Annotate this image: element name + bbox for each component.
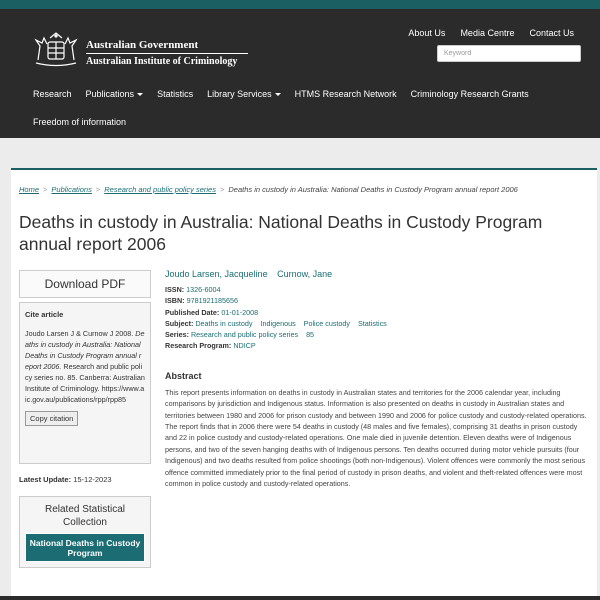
series-row: [165, 329, 589, 340]
issn-label: ISSN:: [165, 285, 185, 294]
related-collection-box: [19, 496, 151, 568]
nav-publications[interactable]: [79, 88, 151, 100]
download-pdf-button[interactable]: Download PDF: [19, 270, 151, 298]
series-number-link[interactable]: 85: [306, 330, 315, 340]
breadcrumb-series[interactable]: Research and public policy series: [104, 185, 216, 194]
latest-update-value: 15-12-2023: [73, 475, 112, 484]
publication-details: [165, 269, 589, 489]
copy-citation-button[interactable]: Copy citation: [25, 411, 78, 426]
nav-label: Publications: [85, 89, 135, 99]
published-date-value[interactable]: 01-01-2008: [221, 307, 259, 317]
sidebar: [19, 270, 151, 568]
abstract-heading: Abstract: [165, 370, 202, 381]
logo-institute-text: Australian Institute of Criminology: [86, 56, 238, 67]
main-nav: [26, 88, 536, 100]
nav-label: HTMS Research Network: [294, 89, 397, 99]
subject-tag[interactable]: Police custody: [303, 318, 351, 328]
nav-label: Library Services: [207, 89, 272, 99]
isbn-value[interactable]: 9781921185656: [186, 296, 239, 306]
abstract-text: This report presents information on deaths in custody in Australian states and territories for the 2006 calendar year, including comparisons by jurisdiction and Indigenous status. Information is also presented on deaths in custody in Australian states and territories between 1980 and 2006 for prison custody and between 1990 and 2006 for police custody and custody-related operations. The report finds that in 2006 there were 54 deaths in custody (48 males and five females), comprising 31 deaths in prison custody and 22 in police custody and custody-related operations. One male died in juvenile detention. Eleven deaths were of Indigenous persons, and two of the seven hanging deaths with of Indigenous persons. Ten deaths occurred during motor vehicle pursuits (four Indigenous) and two deaths resulted from police shootings (both non-Indigenous). Violent offences were commonly the most serious offence committed immediately prior to the final period of custody in prison deaths, and violent and theft-related offences were most common in police custody and custody-related operations.: [165, 387, 587, 489]
subject-label: Subject:: [165, 318, 194, 328]
nav-research[interactable]: [26, 88, 79, 100]
published-date-row: [165, 307, 589, 318]
nav-htms-research-network[interactable]: [288, 88, 404, 100]
citation-text: [25, 328, 145, 405]
author-link[interactable]: Curnow, Jane: [277, 269, 333, 279]
breadcrumb-separator: >: [95, 185, 101, 194]
series-label: Series:: [165, 330, 189, 340]
breadcrumb-separator: >: [43, 185, 48, 194]
cite-article-box: [19, 302, 151, 464]
author-link[interactable]: Joudo Larsen, Jacqueline: [165, 269, 268, 279]
nav-statistics[interactable]: [150, 88, 200, 100]
contact-us-link[interactable]: Contact Us: [529, 28, 574, 38]
nav-library-services[interactable]: [200, 88, 288, 100]
subject-row: [165, 318, 589, 329]
nav-label: Statistics: [157, 89, 194, 99]
header-accent-stripe: [0, 0, 600, 9]
cite-heading: Cite article: [25, 310, 64, 319]
research-program-row: [165, 340, 589, 351]
logo-divider: [86, 53, 248, 54]
publication-metadata: [165, 284, 589, 352]
subject-tag[interactable]: Deaths in custody: [195, 318, 253, 328]
latest-update: [19, 475, 151, 484]
breadcrumb-separator: >: [219, 185, 225, 194]
site-header: [0, 0, 600, 138]
nav-criminology-research-grants[interactable]: [404, 88, 536, 100]
nav-label: Criminology Research Grants: [410, 89, 529, 99]
utility-links: [408, 28, 574, 38]
logo-government-text: Australian Government: [86, 39, 199, 51]
research-program-label: Research Program:: [165, 341, 232, 351]
subject-tag[interactable]: Statistics: [358, 318, 387, 328]
coat-of-arms-icon: [30, 30, 82, 68]
media-centre-link[interactable]: Media Centre: [460, 28, 515, 38]
issn-value[interactable]: 1326-6004: [186, 285, 221, 294]
breadcrumb: [19, 185, 518, 194]
about-us-link[interactable]: About Us: [408, 28, 446, 38]
series-link[interactable]: Research and public policy series: [190, 330, 299, 340]
citation-authors: Joudo Larsen J & Curnow J 2008.: [25, 329, 134, 338]
footer-bar: [0, 596, 600, 600]
caret-down-icon: [137, 93, 143, 96]
main-nav-row-2: [26, 116, 133, 128]
related-collection-title: Related Statistical Collection: [44, 504, 126, 528]
citation-title: Deaths in custody in Australia: National Deaths in Custody Program annual report 2006.: [25, 329, 145, 371]
page-title: Deaths in custody in Australia: National Deaths in Custody Program annual report 2006: [19, 212, 543, 254]
caret-down-icon: [275, 93, 281, 96]
search-input[interactable]: [437, 45, 581, 62]
main-content: [11, 168, 597, 596]
nav-label: Research: [33, 89, 72, 99]
issn-row: [165, 284, 589, 295]
isbn-label: ISBN:: [165, 296, 185, 306]
breadcrumb-home[interactable]: Home: [19, 185, 40, 194]
published-date-label: Published Date:: [165, 307, 220, 317]
breadcrumb-current: Deaths in custody in Australia: National Deaths in Custody Program annual report 2006: [228, 185, 518, 194]
author-list: [165, 269, 589, 279]
breadcrumb-publications[interactable]: Publications: [51, 185, 92, 194]
aic-logo[interactable]: [30, 30, 238, 70]
research-program-link[interactable]: NDICP: [233, 341, 256, 351]
citation-details: Research and public policy series no. 85. Canberra: Australian Institute of Criminology. https://www.aic.gov.au/publications/rpp/rpp85: [25, 362, 145, 404]
isbn-row: [165, 295, 589, 306]
nav-label: Freedom of information: [33, 117, 127, 127]
ndicp-collection-button[interactable]: National Deaths in Custody Program: [25, 533, 145, 562]
latest-update-label: Latest Update:: [19, 475, 72, 484]
nav-freedom-of-information[interactable]: [26, 116, 133, 128]
subject-tag[interactable]: Indigenous: [260, 318, 296, 328]
